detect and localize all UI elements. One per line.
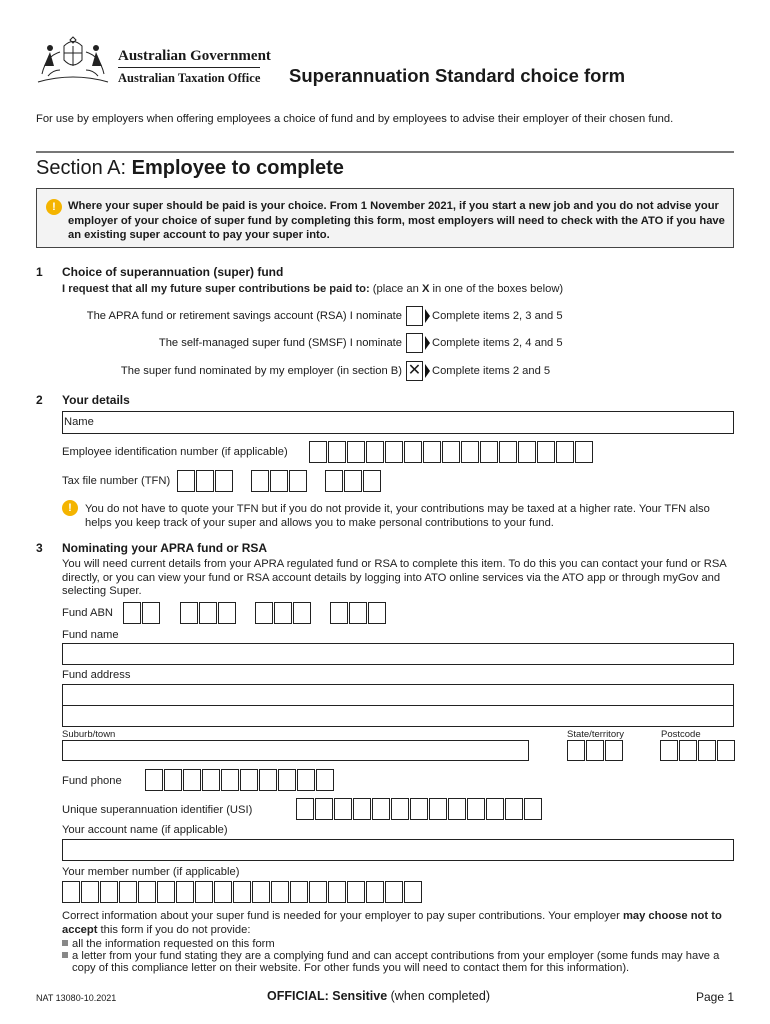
option-checkbox-employer[interactable]: ✕	[407, 362, 422, 379]
option-label: The APRA fund or retirement savings account (RSA) I nominate	[86, 310, 402, 322]
question-number: 1	[36, 265, 43, 279]
option-checkbox-apra[interactable]	[406, 306, 423, 326]
fund-phone-field[interactable]	[145, 769, 335, 791]
tfn-field-2[interactable]	[251, 470, 308, 492]
fund-address-line1[interactable]	[62, 684, 734, 706]
question-number: 3	[36, 541, 43, 555]
section-title: Employee to complete	[131, 157, 344, 179]
eid-label: Employee identification number (if applicable)	[62, 446, 288, 458]
member-number-label: Your member number (if applicable)	[62, 866, 240, 878]
list-item	[62, 938, 734, 950]
option-action: Complete items 2, 4 and 5	[432, 337, 563, 349]
abn-field-4[interactable]	[330, 602, 387, 624]
request-x: X	[421, 283, 430, 295]
name-field[interactable]	[62, 411, 734, 434]
exclamation-icon: !	[46, 199, 62, 215]
correct-text: Correct information about your super fund is needed for your employer to pay super contributions. Your employer	[62, 910, 623, 922]
abn-field-3[interactable]	[255, 602, 312, 624]
question-number: 2	[36, 393, 43, 407]
usi-label: Unique superannuation identifier (USI)	[62, 804, 253, 816]
bullet-text: a letter from your fund stating they are a complying fund and can accept contributions from your employer (some funds may have a copy of this compliance letter on their website. For other funds you will need to contact them for this information).	[72, 950, 720, 975]
tfn-field-3[interactable]	[325, 470, 382, 492]
classification	[267, 989, 490, 1003]
tfn-label: Tax file number (TFN)	[62, 475, 171, 487]
correct-info-text	[62, 910, 734, 937]
bullet-icon	[62, 952, 68, 958]
fund-address-line2[interactable]	[62, 705, 734, 727]
member-number-field[interactable]	[62, 881, 423, 903]
eid-field[interactable]	[309, 441, 594, 463]
state-field[interactable]	[567, 740, 624, 761]
option-action: Complete items 2 and 5	[432, 365, 551, 377]
request-text	[62, 283, 563, 295]
question-title: Your details	[62, 393, 130, 407]
abn-field-2[interactable]	[180, 602, 237, 624]
correct-bold: may choose	[622, 910, 688, 922]
section-prefix: Section A:	[36, 157, 132, 179]
notice-text: Where your super should be paid is your choice. From 1 November 2021, if you start a new job and you do not advise your employer of your choice of super fund by completing this form, most employers will need to check with the ATO if you have an existing super account to pay your super into.	[68, 200, 725, 241]
list-item	[62, 950, 734, 974]
question-title: Choice of superannuation (super) fund	[62, 265, 284, 279]
bullet-text: all the information requested on this form	[72, 938, 275, 950]
correct-bold: not to accept	[62, 910, 722, 936]
agency-name: Australian Taxation Office	[118, 71, 261, 85]
exclamation-icon: !	[62, 500, 78, 516]
classification-rest: (when completed)	[387, 989, 490, 1003]
intro-text: For use by employers when offering employees a choice of fund and by employees to advise their employer of their chosen fund.	[36, 113, 674, 125]
coat-of-arms-icon	[34, 36, 112, 86]
page-number: Page 1	[696, 990, 735, 1004]
requirements-list	[62, 938, 734, 975]
abn-label: Fund ABN	[62, 607, 113, 619]
question-title: Nominating your APRA fund or RSA	[62, 541, 268, 555]
arrow-right-icon	[425, 309, 430, 323]
postcode-field[interactable]	[660, 740, 736, 761]
tfn-field-1[interactable]	[177, 470, 234, 492]
form-code: NAT 13080-10.2021	[36, 993, 117, 1003]
correct-text: this form if you do not provide:	[97, 923, 251, 936]
postcode-label: Postcode	[661, 729, 701, 740]
apra-description: You will need current details from your APRA regulated fund or RSA to complete this item. To do this you can contact your fund or RSA directly, or you can view your fund or RSA account details by logging into ATO online services via the ATO app or through myGov and selecting Super.	[62, 558, 727, 597]
account-name-field[interactable]	[62, 839, 734, 861]
usi-field[interactable]	[296, 798, 543, 820]
state-label: State/territory	[567, 729, 625, 740]
fund-name-field[interactable]	[62, 643, 734, 665]
phone-label: Fund phone	[62, 775, 122, 787]
arrow-right-icon	[425, 336, 430, 350]
government-name: Australian Government	[118, 48, 271, 64]
fund-address-label: Fund address	[62, 669, 131, 681]
name-label: Name	[64, 416, 94, 428]
account-name-label: Your account name (if applicable)	[62, 824, 228, 836]
option-checkbox-smsf[interactable]	[406, 333, 423, 353]
choice-notice	[36, 188, 734, 248]
abn-field-1[interactable]	[123, 602, 161, 624]
section-a-heading	[36, 157, 344, 180]
bullet-icon	[62, 940, 68, 946]
logo-divider	[118, 67, 260, 68]
option-label: The super fund nominated by my employer (in section B)	[120, 365, 402, 377]
section-divider	[36, 151, 734, 153]
tfn-note: You do not have to quote your TFN but if you do not provide it, your contributions may be taxed at a higher rate. Your TFN also helps you keep track of your super and allows you to make personal contributions to your fund.	[85, 503, 710, 529]
classification-bold: OFFICIAL: Sensitive	[267, 989, 388, 1003]
option-label: The self-managed super fund (SMSF) I nominate	[158, 337, 402, 349]
fund-name-label: Fund name	[62, 629, 119, 641]
option-action: Complete items 2, 3 and 5	[432, 310, 563, 322]
request-part: (place an	[369, 283, 422, 295]
request-bold: I request that all my future super contributions be paid to:	[62, 283, 370, 295]
request-part: in one of the boxes below)	[429, 283, 564, 295]
suburb-field[interactable]	[62, 740, 529, 761]
form-title: Superannuation Standard choice form	[289, 65, 626, 86]
suburb-label: Suburb/town	[62, 729, 116, 740]
arrow-right-icon	[425, 364, 430, 378]
